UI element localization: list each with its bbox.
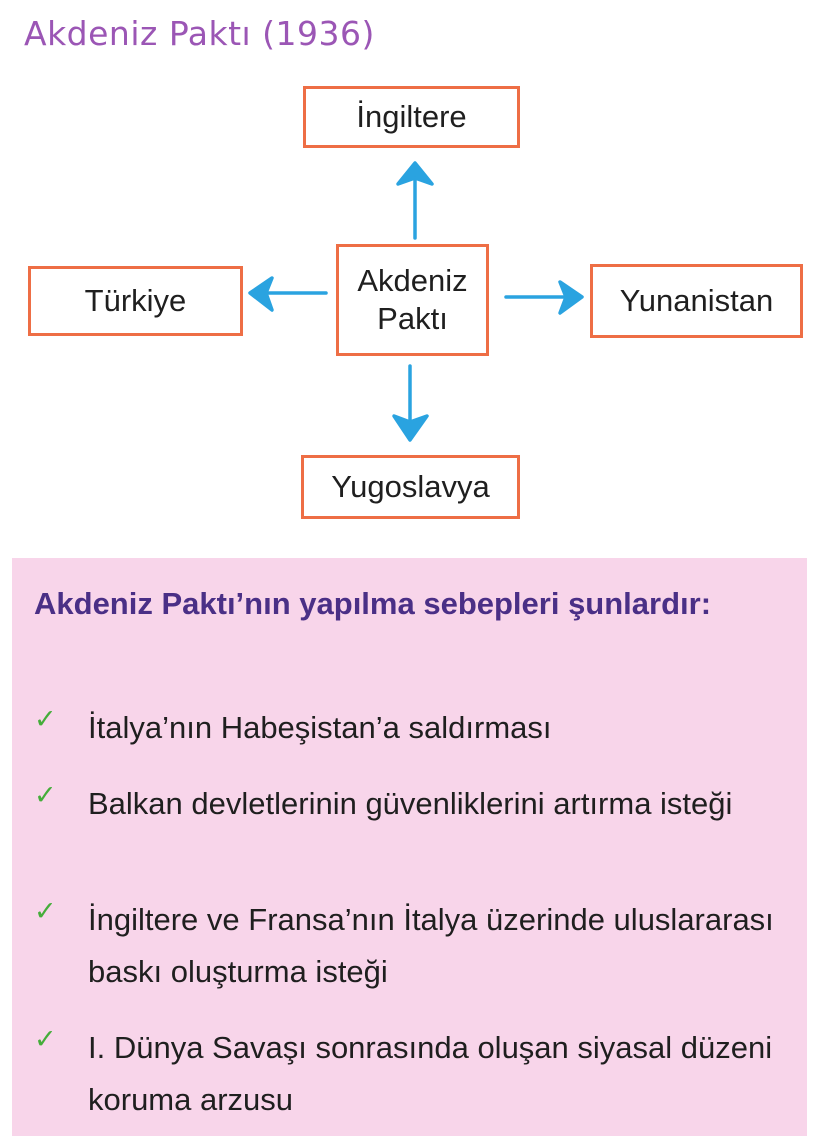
page-title: Akdeniz Paktı (1936) — [24, 14, 375, 53]
reason-text: İtalya’nın Habeşistan’a saldırması — [88, 710, 552, 745]
arrow-up-icon — [398, 163, 432, 238]
box-left-member — [28, 266, 243, 336]
arrow-down-icon — [394, 366, 427, 440]
reasons-heading: Akdeniz Paktı’nın yapılma sebepleri şunlardır: — [34, 586, 712, 621]
checkmark-icon: ✓ — [34, 704, 57, 735]
box-center-label: Akdeniz Paktı — [357, 263, 468, 336]
box-top-member — [303, 86, 520, 148]
box-center-pact — [336, 244, 489, 356]
reason-text: I. Dünya Savaşı sonrasında oluşan siyasal düzeni koruma arzusu — [88, 1030, 773, 1117]
reason-text: İngiltere ve Fransa’nın İtalya üzerinde uluslararası baskı oluşturma isteği — [88, 902, 774, 989]
checkmark-icon: ✓ — [34, 896, 57, 927]
box-right-member — [590, 264, 803, 338]
reasons-panel — [12, 558, 807, 1136]
arrow-left-icon — [250, 278, 326, 310]
box-bottom-label: Yugoslavya — [331, 469, 490, 505]
checkmark-icon: ✓ — [34, 1024, 57, 1055]
box-right-label: Yunanistan — [619, 283, 774, 319]
arrow-right-icon — [506, 282, 582, 313]
box-top-label: İngiltere — [356, 99, 467, 135]
checkmark-icon: ✓ — [34, 780, 57, 811]
box-left-label: Türkiye — [84, 283, 187, 319]
reason-text: Balkan devletlerinin güvenliklerini artırma isteği — [88, 786, 733, 821]
box-bottom-member — [301, 455, 520, 519]
